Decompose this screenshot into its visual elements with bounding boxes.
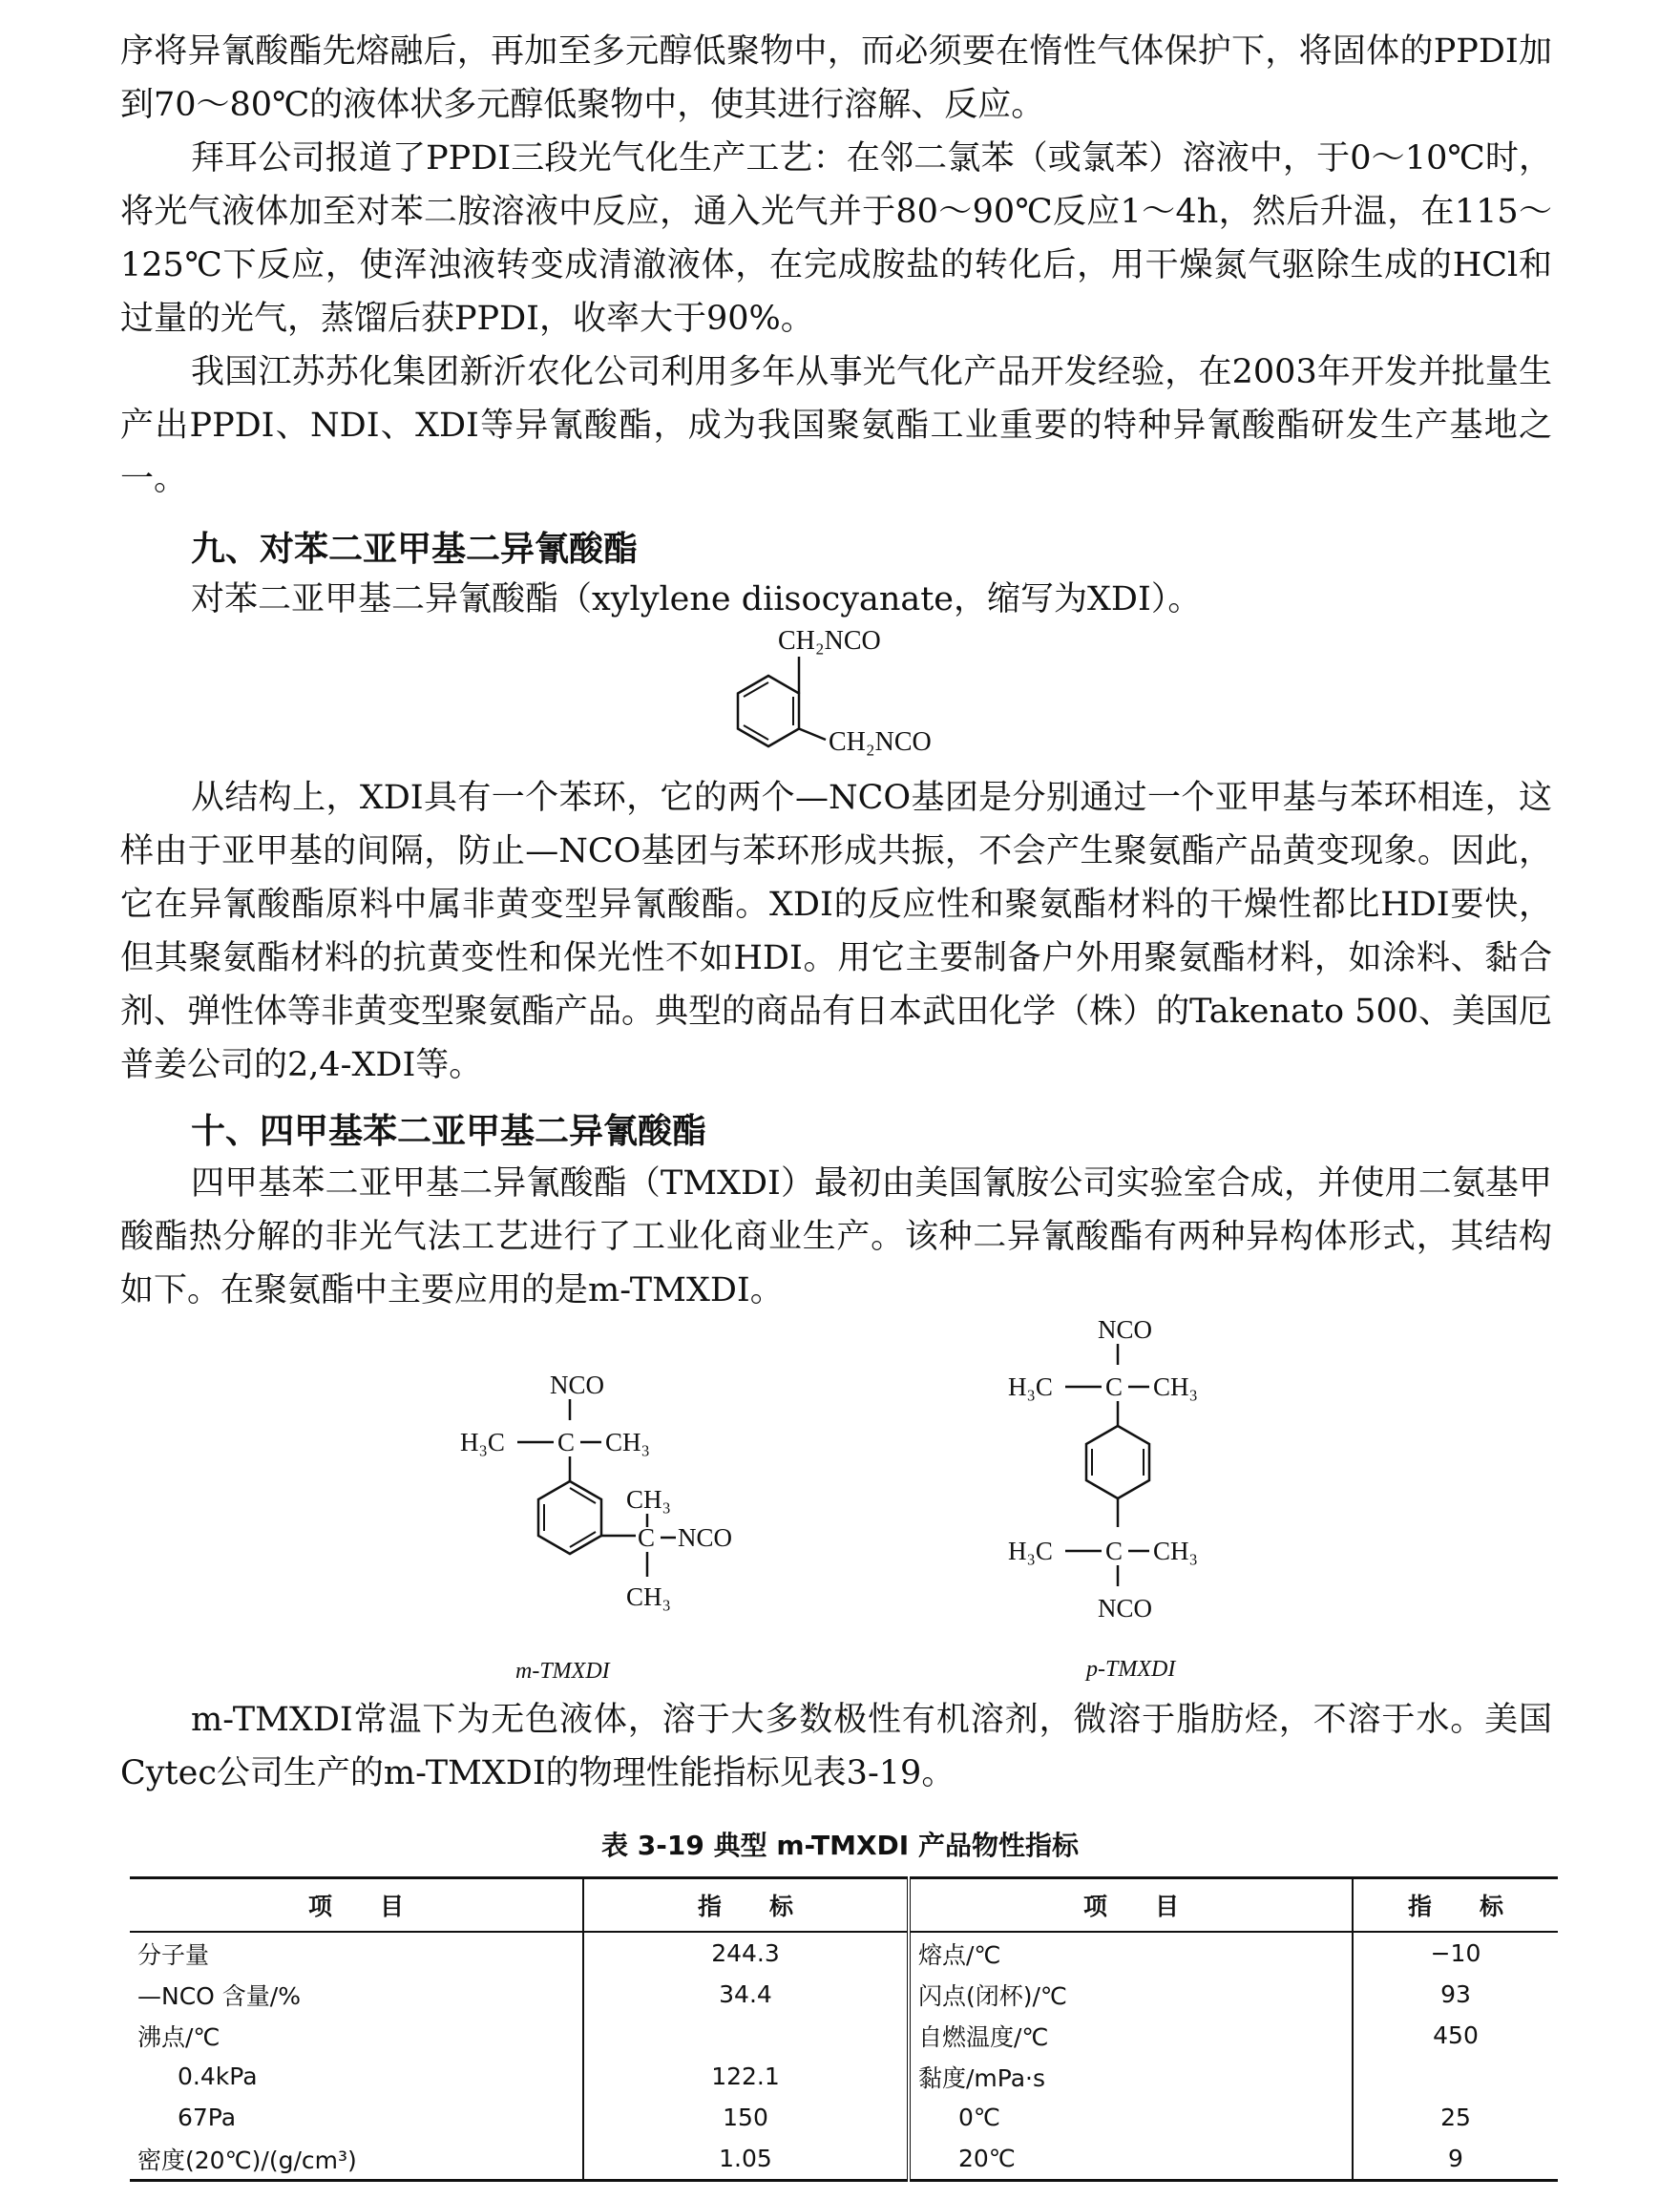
table-cell — [583, 2015, 909, 2056]
table-row — [130, 1974, 1558, 2015]
table-header-cell: 项 目 — [909, 1878, 1353, 1933]
table-row — [130, 1932, 1558, 1974]
paragraph-tmxdi-intro: 四甲基苯二亚甲基二异氰酸酯（TMXDI）最初由美国氰胺公司实验室合成，并使用二氨基甲酸酯热分解的非光气法工艺进行了工业化商业生产。该种二异氰酸酯有两种异构体形式，其结构如下。在聚氨酯中主要应用的是m-TMXDI。 — [120, 1164, 1552, 1309]
xdi-ring-inner-bond — [744, 682, 768, 697]
table-cell: 黏度/mPa·s — [909, 2056, 1353, 2097]
p-tmxdi-nco-top: NCO — [1098, 1315, 1153, 1344]
paragraph-m-tmxdi-properties: m-TMXDI常温下为无色液体，溶于大多数极性有机溶剂，微溶于脂肪烃，不溶于水。美国Cytec公司生产的m-TMXDI的物理性能指标见表3-19。 — [120, 1701, 1552, 1792]
xdi-structure-diagram — [687, 618, 993, 771]
p-tmxdi-ch3-top: CH₃ — [1153, 1372, 1198, 1401]
table-cell: 34.4 — [583, 1974, 909, 2015]
paragraph-xdi-properties: 从结构上，XDI具有一个苯环，它的两个—NCO基团是分别通过一个亚甲基与苯环相连，这样由于亚甲基的间隔，防止—NCO基团与苯环形成共振，不会产生聚氨酯产品黄变现象。因此，它在异氰酸酯原料中属非黄变型异氰酸酯。XDI的反应性和聚氨酯材料的干燥性都比HDI要快，但其聚氨酯材料的抗黄变性和保光性不如HDI。用它主要制备户外用聚氨酯材料，如涂料、黏合剂、弹性体等非黄变型聚氨酯产品。典型的商品有日本武田化学（株）的Takenato 500、美国厄普姜公司的2,4-XDI等。 — [120, 779, 1552, 1084]
table-header-cell: 项 目 — [130, 1878, 583, 1933]
table-cell: 93 — [1440, 1980, 1471, 2008]
p-tmxdi-ch3-bottom: CH₃ — [1153, 1537, 1198, 1565]
table-cell: 450 — [1433, 2021, 1479, 2049]
table-header-cell: 指 标 — [1353, 1878, 1558, 1933]
table-cell: 67Pa — [130, 2097, 583, 2138]
table-cell: 密度(20℃)/(g/cm³) — [130, 2138, 583, 2181]
xdi-ring-inner-bond — [744, 725, 768, 740]
xdi-group-top: CH₂NCO — [778, 626, 881, 656]
p-tmxdi-c-bottom: C — [1105, 1537, 1124, 1565]
xdi-bond-right — [799, 729, 826, 741]
p-tmxdi-h3c-bottom: H₃C — [1008, 1537, 1053, 1565]
table-cell: 9 — [1353, 2138, 1558, 2181]
p-tmxdi-structure-diagram — [993, 1309, 1298, 1682]
table-cell: 沸点/℃ — [130, 2015, 583, 2056]
section-heading-xdi: 九、对苯二亚甲基二异氰酸酯 — [191, 530, 639, 569]
m-tmxdi-ch3-right: CH₃ — [605, 1428, 650, 1456]
table-cell: 25 — [1440, 2104, 1471, 2131]
m-tmxdi-c-side: C — [638, 1523, 656, 1552]
m-tmxdi-c-top: C — [557, 1428, 576, 1456]
table-caption: 表 3-19 典型 m-TMXDI 产品物性指标 — [601, 1830, 1079, 1861]
p-tmxdi-c-top: C — [1105, 1372, 1124, 1401]
properties-table — [130, 1876, 1558, 2182]
table-cell: 闪点(闭杯)/℃ — [909, 1974, 1353, 2015]
m-tmxdi-caption: m-TMXDI — [515, 1659, 610, 1680]
m-tmxdi-benzene-ring — [538, 1481, 601, 1554]
p-tmxdi-nco-bottom: NCO — [1098, 1594, 1153, 1623]
m-tmxdi-ring-inner-bond — [570, 1488, 596, 1503]
table-header-row — [130, 1878, 1558, 1933]
m-tmxdi-h3c-left: H₃C — [460, 1428, 505, 1456]
table-row — [130, 2138, 1558, 2181]
p-tmxdi-caption: p-TMXDI — [1086, 1657, 1176, 1682]
table-cell: 122.1 — [583, 2056, 909, 2097]
paragraph-ppdi-melting: 序将异氰酸酯先熔融后，再加至多元醇低聚物中，而必须要在惰性气体保护下，将固体的PPDI加到70～80℃的液体状多元醇低聚物中，使其进行溶解、反应。 — [120, 32, 1552, 124]
table-cell: 20℃ — [909, 2138, 1353, 2181]
table-cell: 0.4kPa — [130, 2056, 583, 2097]
table-cell — [1353, 2056, 1558, 2097]
table-cell: −10 — [1430, 1939, 1481, 1967]
paragraph-xdi-name: 对苯二亚甲基二异氰酸酯（xylylene diisocyanate，缩写为XDI）。 — [191, 580, 1202, 618]
table-header-cell: 指 标 — [583, 1878, 909, 1933]
section-heading-tmxdi: 十、四甲基苯二亚甲基二异氰酸酯 — [191, 1112, 707, 1151]
p-tmxdi-benzene-ring — [1086, 1426, 1149, 1498]
p-tmxdi-h3c-top: H₃C — [1008, 1372, 1053, 1401]
paragraph-bayer-process: 拜耳公司报道了PPDI三段光气化生产工艺：在邻二氯苯（或氯苯）溶液中，于0～10℃时，将光气液体加至对苯二胺溶液中反应，通入光气并于80～90℃反应1～4h，然后升温，在115～125℃下反应，使浑浊液转变成清澈液体，在完成胺盐的转化后，用干燥氮气驱除生成的HCl和过量的光气，蒸馏后获PPDI，收率大于90%。 — [120, 139, 1552, 338]
table-cell: 150 — [583, 2097, 909, 2138]
table-cell: 244.3 — [583, 1932, 909, 1974]
table-row — [130, 2015, 1558, 2056]
table-cell: 自燃温度/℃ — [909, 2015, 1353, 2056]
table-cell: 1.05 — [583, 2138, 909, 2181]
table-row — [130, 2056, 1558, 2097]
table-cell: 熔点/℃ — [909, 1932, 1353, 1974]
table-row — [130, 2097, 1558, 2138]
m-tmxdi-nco-top: NCO — [550, 1371, 605, 1399]
m-tmxdi-ch3-down: CH₃ — [626, 1582, 671, 1611]
m-tmxdi-nco-side: NCO — [678, 1523, 733, 1552]
table-cell: —NCO 含量/% — [130, 1974, 583, 2015]
table-cell: 0℃ — [909, 2097, 1353, 2138]
m-tmxdi-ch3-up: CH₃ — [626, 1485, 671, 1514]
paragraph-jiangsu-company: 我国江苏苏化集团新沂农化公司利用多年从事光气化产品开发经验，在2003年开发并批量生产出PPDI、NDI、XDI等异氰酸酯，成为我国聚氨酯工业重要的特种异氰酸酯研发生产基地之一。 — [120, 353, 1552, 498]
xdi-benzene-ring — [738, 676, 799, 746]
m-tmxdi-structure-diagram — [449, 1365, 792, 1680]
xdi-group-right: CH₂NCO — [829, 727, 932, 757]
m-tmxdi-ring-inner-bond — [570, 1532, 596, 1547]
table-cell: 分子量 — [130, 1932, 583, 1974]
